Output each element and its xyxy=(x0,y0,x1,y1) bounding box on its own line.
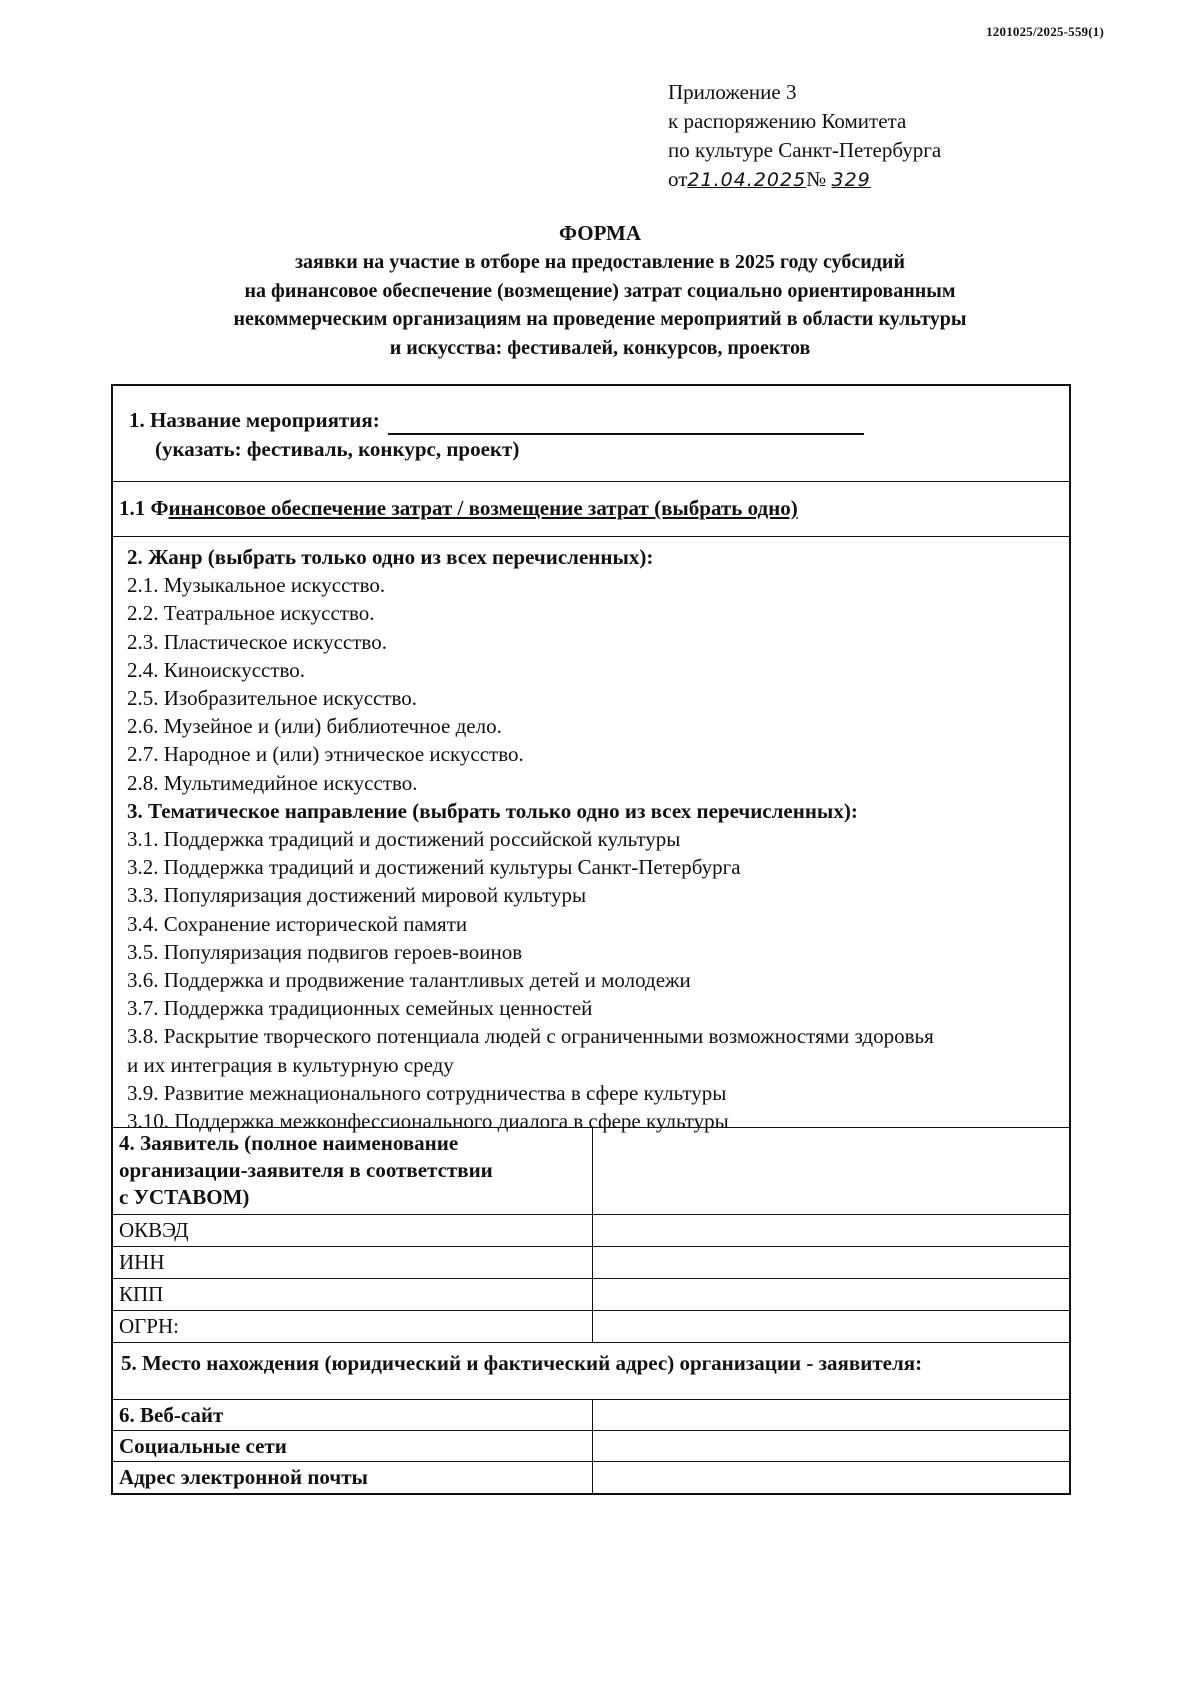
genre-item[interactable]: 2.3. Пластическое искусство. xyxy=(127,629,387,654)
date-prefix: от xyxy=(668,167,688,191)
theme-item[interactable]: 3.4. Сохранение исторической памяти xyxy=(127,911,468,936)
finance-prefix: 1.1 Ф xyxy=(119,496,169,520)
annex-block xyxy=(668,78,941,195)
ogrn-row xyxy=(113,1311,1069,1343)
email-field[interactable] xyxy=(593,1462,1069,1493)
applicant-row xyxy=(113,1128,1069,1215)
annex-line-1: Приложение 3 xyxy=(668,80,797,104)
handwritten-date: 21.04.2025 xyxy=(687,169,807,191)
application-form-table xyxy=(111,384,1071,1495)
genre-item[interactable]: 2.2. Театральное искусство. xyxy=(127,601,375,626)
handwritten-number: 329 xyxy=(831,169,871,191)
theme-item[interactable]: 3.2. Поддержка традиций и достижений культуры Санкт-Петербурга xyxy=(127,855,741,880)
annex-date-line xyxy=(668,165,941,195)
email-row xyxy=(113,1462,1069,1493)
okved-row xyxy=(113,1215,1069,1247)
heading-title: ФОРМА xyxy=(558,221,642,245)
form-heading xyxy=(100,218,1100,362)
theme-item[interactable]: 3.6. Поддержка и продвижение талантливых детей и молодежи xyxy=(127,968,691,993)
theme-title: 3. Тематическое направление (выбрать только одно из всех перечисленных): xyxy=(127,798,858,823)
inn-field[interactable] xyxy=(593,1247,1069,1278)
theme-item[interactable]: 3.7. Поддержка традиционных семейных ценностей xyxy=(127,996,593,1021)
okved-label: ОКВЭД xyxy=(113,1215,593,1246)
theme-item[interactable]: 3.10. Поддержка межконфессионального диалога в сфере культуры xyxy=(127,1109,729,1134)
genre-item[interactable]: 2.6. Музейное и (или) библиотечное дело. xyxy=(127,714,502,739)
kpp-row xyxy=(113,1279,1069,1311)
genre-item[interactable]: 2.4. Киноискусство. xyxy=(127,657,306,682)
theme-item-continuation: и их интеграция в культурную среду xyxy=(127,1052,454,1077)
address-row[interactable] xyxy=(113,1343,1069,1400)
genre-item[interactable]: 2.8. Мультимедийное искусство. xyxy=(127,770,418,795)
social-field[interactable] xyxy=(593,1431,1069,1461)
email-label: Адрес электронной почты xyxy=(113,1462,593,1493)
theme-item[interactable]: 3.8. Раскрытие творческого потенциала людей с ограниченными возможностями здоровья xyxy=(127,1024,934,1049)
genre-item[interactable]: 2.5. Изобразительное искусство. xyxy=(127,686,418,711)
applicant-label xyxy=(113,1128,593,1214)
website-field[interactable] xyxy=(593,1400,1069,1430)
applicant-label-line-2: организации-заявителя в соответствии xyxy=(119,1158,493,1182)
genre-item[interactable]: 2.7. Народное и (или) этническое искусство. xyxy=(127,742,524,767)
website-label: 6. Веб-сайт xyxy=(113,1400,593,1430)
inn-label: ИНН xyxy=(113,1247,593,1278)
annex-line-2: к распоряжению Комитета xyxy=(668,109,907,133)
applicant-field[interactable] xyxy=(593,1128,1069,1214)
event-name-label: 1. Название мероприятия: xyxy=(129,408,380,432)
heading-line-4: и искусства: фестивалей, конкурсов, проектов xyxy=(389,336,811,359)
finance-text: инансовое обеспечение затрат / возмещение затрат (выбрать одно) xyxy=(168,496,798,520)
heading-line-3: некоммерческим организациям на проведение мероприятий в области культуры xyxy=(233,308,967,330)
okved-field[interactable] xyxy=(593,1215,1069,1246)
inn-row xyxy=(113,1247,1069,1279)
annex-line-3: по культуре Санкт-Петербурга xyxy=(668,138,942,162)
document-number: 1201025/2025-559(1) xyxy=(986,24,1104,39)
genre-item[interactable]: 2.1. Музыкальное искусство. xyxy=(127,573,386,598)
event-name-row xyxy=(113,386,1069,482)
theme-item[interactable]: 3.1. Поддержка традиций и достижений российской культуры xyxy=(127,827,681,852)
number-prefix: № xyxy=(806,167,827,191)
theme-item[interactable]: 3.5. Популяризация подвигов героев-воинов xyxy=(127,939,523,964)
social-row xyxy=(113,1431,1069,1462)
finance-type-row xyxy=(113,482,1069,537)
event-name-line xyxy=(129,406,1069,435)
address-label: 5. Место нахождения (юридический и фактический адрес) организации - заявителя: xyxy=(121,1351,923,1375)
ogrn-label: ОГРН: xyxy=(113,1311,593,1342)
event-name-hint: (указать: фестиваль, конкурс, проект) xyxy=(155,437,520,461)
genre-theme-row xyxy=(113,537,1069,1134)
social-label: Социальные сети xyxy=(113,1431,593,1461)
applicant-label-line-3: с УСТАВОМ) xyxy=(119,1185,250,1209)
heading-line-1: заявки на участие в отборе на предоставление в 2025 году субсидий xyxy=(295,251,905,273)
kpp-label: КПП xyxy=(113,1279,593,1310)
kpp-field[interactable] xyxy=(593,1279,1069,1310)
genre-title: 2. Жанр (выбрать только одно из всех перечисленных): xyxy=(127,545,654,569)
theme-item[interactable]: 3.9. Развитие межнационального сотрудничества в сфере культуры xyxy=(127,1080,727,1105)
event-name-field[interactable] xyxy=(388,411,864,435)
theme-item[interactable]: 3.3. Популяризация достижений мировой культуры xyxy=(127,883,587,908)
applicant-label-line-1: 4. Заявитель (полное наименование xyxy=(119,1131,459,1155)
heading-line-2: на финансовое обеспечение (возмещение) затрат социально ориентированным xyxy=(244,279,956,302)
website-row xyxy=(113,1400,1069,1431)
ogrn-field[interactable] xyxy=(593,1311,1069,1342)
